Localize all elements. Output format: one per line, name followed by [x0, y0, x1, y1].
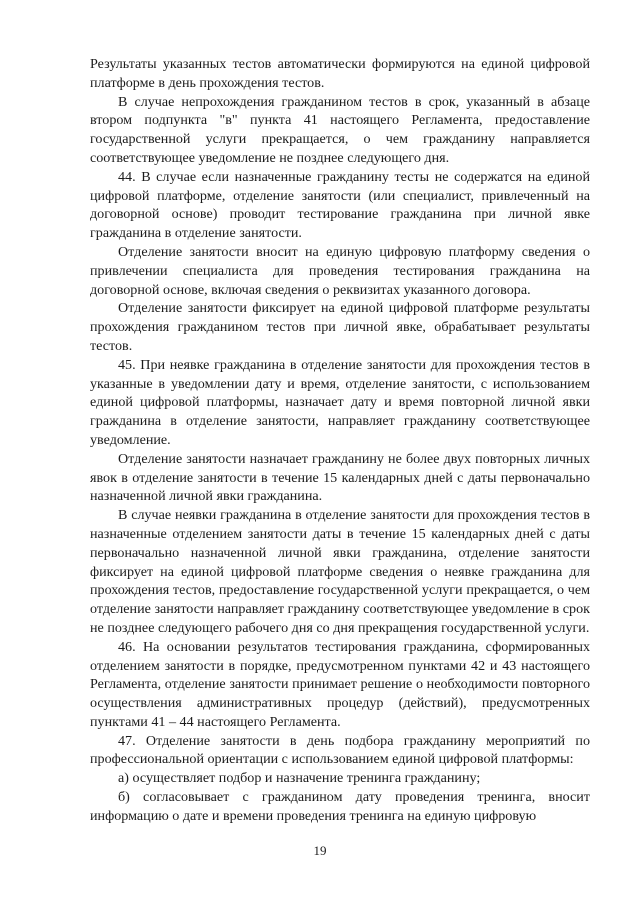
paragraph-non-appearance: В случае неявки гражданина в отделение занятости для прохождения тестов в назначенные отделением занятости даты в течение 15 календарных дней с даты первоначально назначенной личной явки гражданина, отделение занятости фиксирует на единой цифровой платформе сведения о неявке гражданина для прохождения тестов, предоставление государственной услуги прекращается, о чем отделение занятости направляет гражданину соответствующее уведомление в срок не позднее следующего рабочего дня со дня прекращения государственной услуги.	[90, 507, 590, 636]
page-number: 19	[313, 843, 327, 858]
paragraph-clause-45: 45. При неявке гражданина в отделение занятости для прохождения тестов в указанные в уведомлении дату и время, отделение занятости, с использованием единой цифровой платформы, назначает дату и время повторной личной явки гражданина в отделение занятости, направляет гражданину соответствующее уведомление.	[90, 356, 590, 448]
paragraph-results-recording: Отделение занятости фиксирует на единой цифровой платформе результаты прохождения гражданином тестов при личной явке, обрабатывает результаты тестов.	[90, 300, 590, 354]
paragraph-test-failure: В случае непрохождения гражданином тестов в срок, указанный в абзаце втором подпункта "в" пункта 41 настоящего Регламента, предоставление государственной услуги прекращается, о чем гражданину направляется соответствующее уведомление не позднее следующего дня.	[90, 93, 590, 166]
paragraph-specialist-info: Отделение занятости вносит на единую цифровую платформу сведения о привлечении специалиста для проведения тестирования гражданина на договорной основе, включая сведения о реквизитах указанного договора.	[90, 243, 590, 298]
paragraph-clause-47: 47. Отделение занятости в день подбора гражданину мероприятий по профессиональной ориентации с использованием единой цифровой платформы:	[90, 732, 590, 768]
paragraph-test-results: Результаты указанных тестов автоматически формируются на единой цифровой платформе в день прохождения тестов.	[90, 56, 590, 91]
list-item-a: а) осуществляет подбор и назначение тренинга гражданину;	[118, 770, 481, 787]
document-body	[90, 55, 590, 826]
list-item-b: б) согласовывает с гражданином дату проведения тренинга, вносит информацию о дате и времени проведения тренинга на единую цифровую	[90, 789, 590, 824]
paragraph-clause-46: 46. На основании результатов тестирования гражданина, сформированных отделением занятости в порядке, предусмотренном пунктами 42 и 43 настоящего Регламента, отделение занятости принимает решение о необходимости повторного осуществления административных процедур (действий), предусмотренных пунктами 41 – 44 настоящего Регламента.	[90, 638, 590, 730]
paragraph-repeat-visits: Отделение занятости назначает гражданину не более двух повторных личных явок в отделение занятости в течение 15 календарных дней с даты первоначально назначенной личной явки гражданина.	[90, 450, 590, 505]
paragraph-clause-44: 44. В случае если назначенные гражданину тесты не содержатся на единой цифровой платформе, отделение занятости (или специалист, привлеченный на договорной основе) проводит тестирование гражданина при личной явке гражданина в отделение занятости.	[90, 168, 590, 242]
